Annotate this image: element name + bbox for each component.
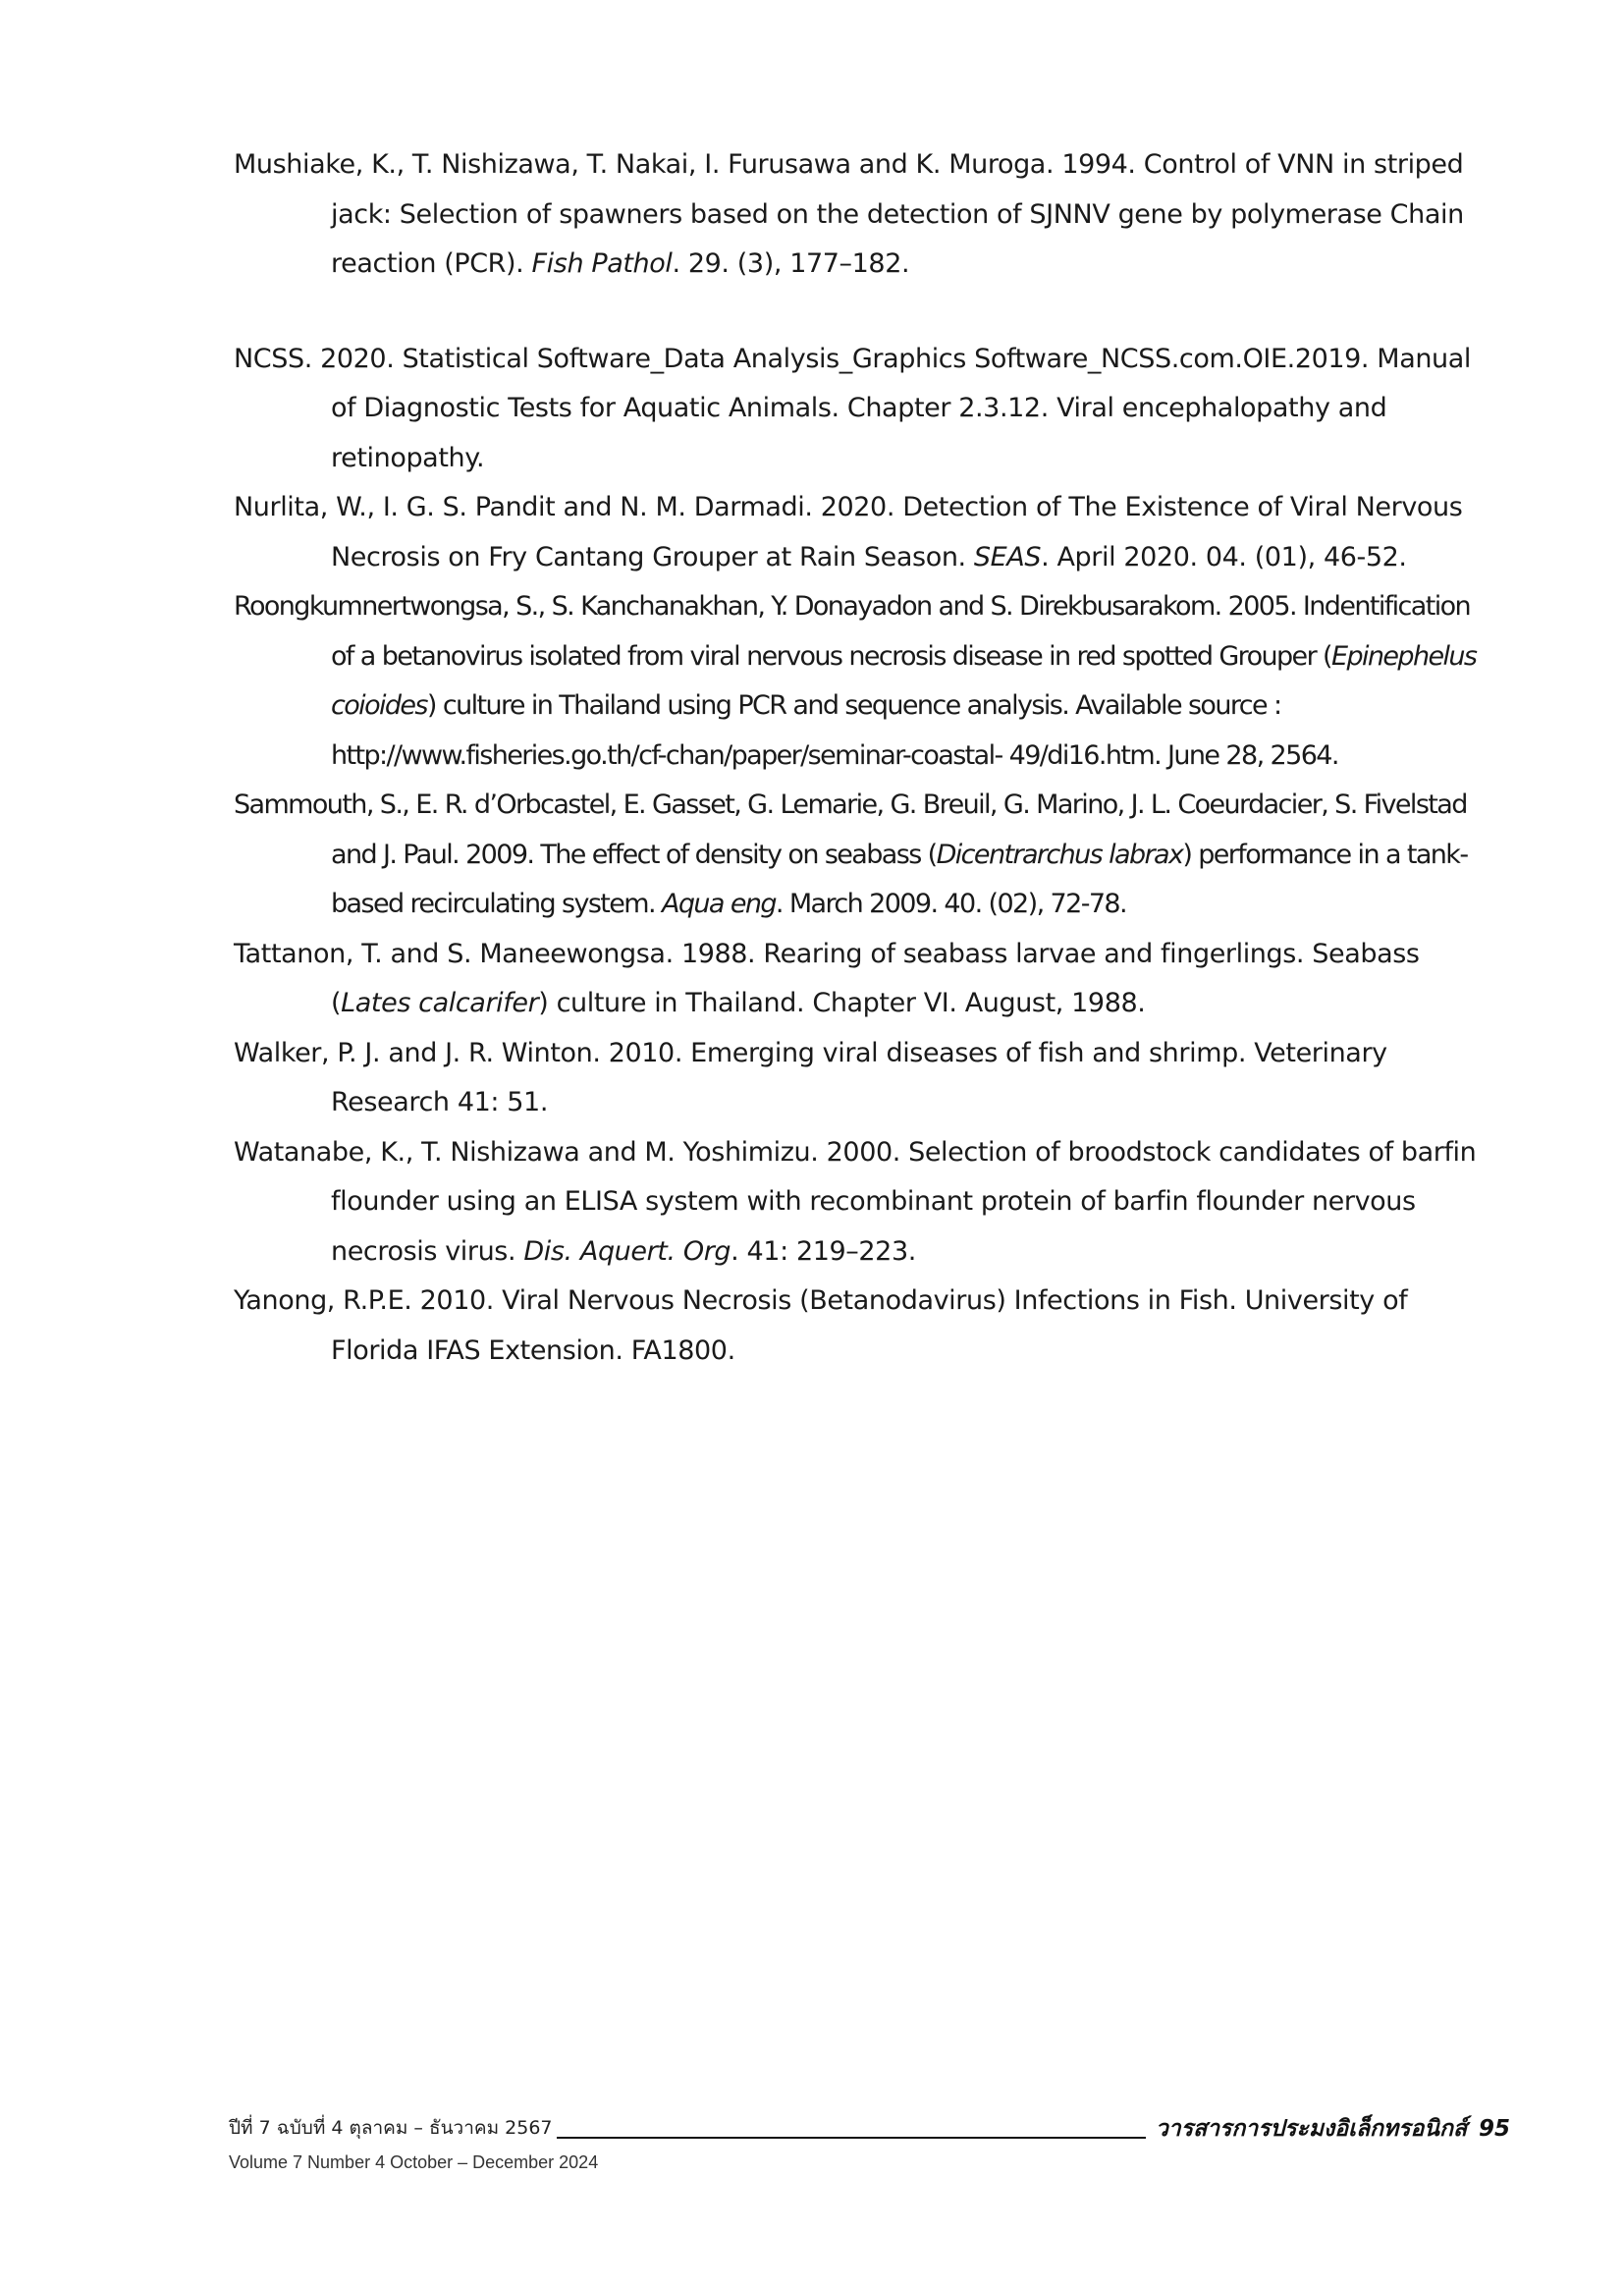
reference-roongkumnertwongsa: Roongkumnertwongsa, S., S. Kanchanakhan, Y. Donayadon and S. Direkbusarakom. 2005. Indentification of a betanovirus isolated from viral nervous necrosis disease in red spotted Grouper (Epinephelus coioides) culture in Thailand using PCR and sequence analysis. Available source : http://www.fisheries.go.th/cf-chan/paper/seminar-coastal- 49/di16.htm. June 28, 2564. [234,591,1477,771]
reference-mushiake: Mushiake, K., T. Nishizawa, T. Nakai, I. Furusawa and K. Muroga. 1994. Control of VNN in striped jack: Selection of spawners based on the detection of SJNNV gene by polymerase Chain reaction (PCR). Fish Pathol. 29. (3), 177–182. [234,149,1464,279]
thai-issue-label: ปีที่ 7 ฉบับที่ 4 ตุลาคม – ธันวาคม 2567 [229,2117,553,2139]
species-name: Lates calcarifer [341,988,539,1018]
species-name: Dicentrarchus labrax [936,839,1183,870]
reference-tattanon: Tattanon, T. and S. Maneewongsa. 1988. Rearing of seabass larvae and fingerlings. Seabass (Lates calcarifer) culture in Thailand. Chapter VI. August, 1988. [234,938,1420,1018]
journal-name: วารสารการประมงอิเล็กทรอนิกส์ [1155,2116,1467,2142]
reference-walker: Walker, P. J. and J. R. Winton. 2010. Emerging viral diseases of fish and shrimp. Veterinary Research 41: 51. [234,1037,1387,1117]
reference-nurlita: Nurlita, W., I. G. S. Pandit and N. M. Darmadi. 2020. Detection of The Existence of Viral Nervous Necrosis on Fry Cantang Grouper at Rain Season. SEAS. April 2020. 04. (01), 46-52. [234,492,1463,572]
footer-top-row [229,2109,1510,2147]
journal-title: SEAS [973,541,1042,572]
reference-ncss: NCSS. 2020. Statistical Software_Data Analysis_Graphics Software_NCSS.com.OIE.2019. Manual of Diagnostic Tests for Aquatic Animals. Chapter 2.3.12. Viral encephalopathy and retinopathy. [234,343,1472,473]
page-footer [229,2109,1510,2173]
journal-title: Dis. Aquert. Org [523,1235,731,1267]
footer-divider [557,2137,1146,2139]
reference-sammouth: Sammouth, S., E. R. d’Orbcastel, E. Gasset, G. Lemarie, G. Breuil, G. Marino, J. L. Coeurdacier, S. Fivelstad and J. Paul. 2009. The effect of density on seabass (Dicentrarchus labrax) performance in a tank-based recirculating system. Aqua eng. March 2009. 40. (02), 72-78. [234,789,1468,919]
page-number: 95 [1478,2116,1510,2142]
species-name: Epinephelus coioides [331,640,1477,721]
reference-list [234,140,1492,1376]
reference-yanong: Yanong, R.P.E. 2010. Viral Nervous Necrosis (Betanodavirus) Infections in Fish. University of Florida IFAS Extension. FA1800. [234,1285,1408,1366]
english-issue-label: Volume 7 Number 4 October – December 2024 [229,2152,599,2172]
journal-title: Aqua eng [661,889,776,919]
journal-name-block [1156,2111,1510,2147]
journal-title: Fish Pathol [531,248,673,279]
reference-watanabe: Watanabe, K., T. Nishizawa and M. Yoshimizu. 2000. Selection of broodstock candidates of barfin flounder using an ELISA system with recombinant protein of barfin flounder nervous necrosis virus. Dis. Aquert. Org. 41: 219–223. [234,1136,1477,1267]
